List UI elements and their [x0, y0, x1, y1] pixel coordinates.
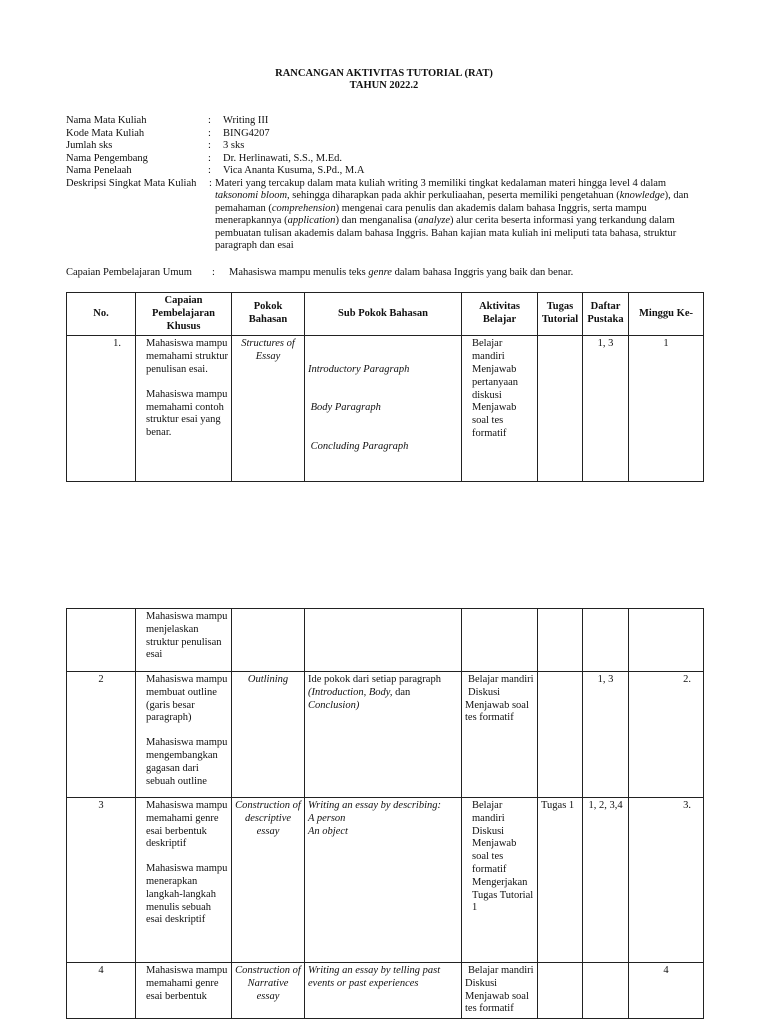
header-capaian: Capaian Pembelajaran Khusus [136, 293, 232, 336]
cell-no: 2 [67, 672, 136, 798]
cell-no [67, 609, 136, 672]
cell-pustaka: 1, 3 [583, 672, 629, 798]
cell-pokok: Construction of Narrative essay [232, 963, 305, 1019]
document-title [0, 68, 768, 92]
cell-pokok: Structures of Essay [232, 336, 305, 482]
table-row [67, 336, 704, 482]
info-label: Nama Penelaah [66, 165, 132, 176]
cell-tugas [538, 336, 583, 482]
cell-pokok [232, 609, 305, 672]
cell-minggu: 2. [629, 672, 704, 798]
title-line-2: TAHUN 2022.2 [349, 80, 419, 91]
cell-no: 1. [67, 336, 136, 482]
cell-capaian: Mahasiswa mampu memahami struktur penulisan esai. Mahasiswa mampu memahami contoh struktur esai yang benar. [136, 336, 232, 482]
info-row-sks [66, 140, 706, 153]
info-value: Writing III [223, 115, 269, 126]
header-aktivitas: Aktivitas Belajar [462, 293, 538, 336]
info-value: Vica Ananta Kusuma, S.Pd., M.A [223, 165, 365, 176]
cell-sub-pokok: Ide pokok dari setiap paragraph (Introduction, Body, dan Conclusion) [305, 672, 462, 798]
info-row-mata-kuliah [66, 115, 706, 128]
cell-pustaka [583, 963, 629, 1019]
cell-sub-pokok [305, 609, 462, 672]
info-colon: : [209, 177, 212, 189]
info-colon: : [208, 127, 211, 139]
course-info [66, 115, 706, 253]
info-value: 3 sks [223, 140, 245, 151]
header-no: No. [67, 293, 136, 336]
info-label: Deskripsi Singkat Mata Kuliah [66, 177, 197, 189]
cell-capaian: Mahasiswa mampu memahami genre esai berbentuk deskriptif Mahasiswa mampu menerapkan langkah-langkah menulis sebuah esai deskriptif [136, 798, 232, 963]
info-value: BING4207 [223, 127, 270, 139]
tutorial-table-page-1 [66, 292, 704, 482]
cell-pustaka: 1, 3 [583, 336, 629, 482]
title-line-1: RANCANGAN AKTIVITAS TUTORIAL (RAT) [275, 68, 493, 79]
cell-tugas [538, 672, 583, 798]
info-label: Nama Pengembang [66, 152, 148, 164]
cell-no: 3 [67, 798, 136, 963]
table-row [67, 672, 704, 798]
info-colon: : [208, 140, 211, 151]
cell-minggu: 1 [629, 336, 704, 482]
cell-aktivitas: Belajar mandiri Diskusi Menjawab soal tes formatif Mengerjakan Tugas Tutorial 1 [462, 798, 538, 963]
cell-capaian: Mahasiswa mampu memahami genre esai berbentuk [136, 963, 232, 1019]
cell-minggu: 3. [629, 798, 704, 963]
cell-tugas [538, 609, 583, 672]
table-row [67, 798, 704, 963]
info-row-penelaah [66, 165, 706, 178]
cell-sub-pokok: Writing an essay by describing: A person An object [305, 798, 462, 963]
cell-aktivitas: Belajar mandiri Menjawab pertanyaan diskusi Menjawab soal tes formatif [462, 336, 538, 482]
table-row [67, 609, 704, 672]
header-minggu: Minggu Ke- [629, 293, 704, 336]
cell-pokok: Outlining [232, 672, 305, 798]
cell-tugas [538, 963, 583, 1019]
cell-sub-pokok: Writing an essay by telling past events or past experiences [305, 963, 462, 1019]
course-description: Materi yang tercakup dalam mata kuliah writing 3 memiliki tingkat kedalaman materi hingga level 4 dalam taksonomi bloom, sehingga diharapkan pada akhir perkuliaahan, peserta memiliki pengetahuan (knowledge), dan pemahaman (comprehension) mengenai cara penulis dan akademis dalam bahasa Inggris, serta mampu menerapkannya (application) dan menganalisa (analyze) alur cerita beserta informasi yang terkandung dalam pembuatan tulisan akademis dalam bahasa Inggris. Bahan kajian mata kuliah ini meliputi tata bahasa, struktur paragraph dan esai [215, 177, 689, 251]
cell-minggu: 4 [629, 963, 704, 1019]
cell-pustaka [583, 609, 629, 672]
table-row [67, 963, 704, 1019]
info-label: Jumlah sks [66, 140, 113, 151]
info-colon: : [208, 165, 211, 176]
cell-sub-pokok: Introductory Paragraph Body Paragraph Concluding Paragraph [305, 336, 462, 482]
info-colon: : [208, 115, 211, 126]
cell-tugas: Tugas 1 [538, 798, 583, 963]
cell-minggu [629, 609, 704, 672]
capaian-pembelajaran-umum [66, 267, 706, 280]
info-row-pengembang [66, 153, 706, 166]
info-colon: : [208, 152, 211, 164]
cell-pokok: Construction of descriptive essay [232, 798, 305, 963]
info-colon: : [212, 267, 215, 278]
cell-aktivitas: Belajar mandiri Diskusi Menjawab soal tes formatif [462, 672, 538, 798]
cell-aktivitas: Belajar mandiri Diskusi Menjawab soal tes formatif [462, 963, 538, 1019]
cell-pustaka: 1, 2, 3,4 [583, 798, 629, 963]
tutorial-table-page-2 [66, 608, 704, 1019]
header-sub-pokok: Sub Pokok Bahasan [305, 293, 462, 336]
header-tugas: Tugas Tutorial [538, 293, 583, 336]
info-label: Capaian Pembelajaran Umum [66, 267, 192, 278]
header-pustaka: Daftar Pustaka [583, 293, 629, 336]
table-header-row [67, 293, 704, 336]
info-row-deskripsi [66, 178, 706, 253]
cell-capaian: Mahasiswa mampu menjelaskan struktur penulisan esai [136, 609, 232, 672]
cell-aktivitas [462, 609, 538, 672]
cell-capaian: Mahasiswa mampu membuat outline (garis besar paragraph) Mahasiswa mampu mengembangkan gagasan dari sebuah outline [136, 672, 232, 798]
info-label: Kode Mata Kuliah [66, 127, 145, 139]
cell-no: 4 [67, 963, 136, 1019]
info-value: Dr. Herlinawati, S.S., M.Ed. [223, 152, 342, 164]
info-value: Mahasiswa mampu menulis teks genre dalam bahasa Inggris yang baik dan benar. [229, 267, 574, 278]
info-row-kode [66, 128, 706, 141]
info-label: Nama Mata Kuliah [66, 115, 147, 126]
header-pokok: Pokok Bahasan [232, 293, 305, 336]
